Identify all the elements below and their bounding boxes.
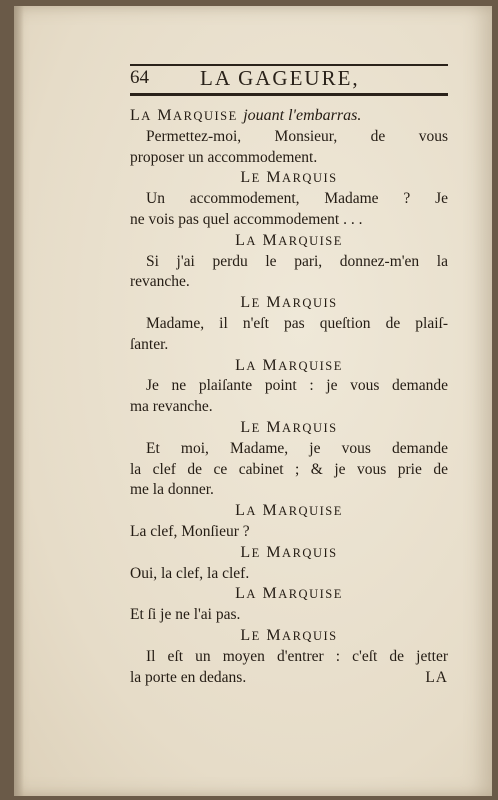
text-line: Je ne plaiſante point : je vous demande	[146, 377, 448, 395]
catchword: LA	[425, 668, 448, 686]
text-line: Et moi, Madame, je vous demande	[146, 439, 448, 457]
play-text	[130, 106, 448, 688]
text-line: me la donner.	[130, 481, 214, 499]
text-line: La clef, Monſieur ?	[130, 522, 250, 540]
book-page	[14, 6, 492, 796]
speaker-marquise: LA MARQUISE	[235, 502, 343, 520]
text-line: proposer un accommodement.	[130, 148, 318, 166]
text-line: Madame, il n'eſt pas queſtion de plaiſ-	[146, 314, 448, 332]
speaker-marquis: LE MARQUIS	[240, 169, 338, 187]
text-line: Si j'ai perdu le pari, donnez-m'en la	[146, 252, 448, 270]
header-rule-bottom	[130, 93, 448, 96]
text-line: la clef de ce cabinet ; & je vous prie de	[130, 460, 448, 478]
text-line: ma revanche.	[130, 398, 213, 416]
text-line: revanche.	[130, 273, 190, 291]
text-line: Oui, la clef, la clef.	[130, 564, 250, 582]
text-line: Un accommodement, Madame ? Je	[146, 190, 448, 208]
text-line: ſanter.	[130, 335, 169, 353]
text-line: ne vois pas quel accommodement . . .	[130, 210, 363, 228]
speaker-marquise: LA MARQUISE	[235, 356, 343, 374]
text-line-with-catchword	[130, 668, 448, 689]
text-line: Il eſt un moyen d'entrer : c'eſt de jetter	[146, 647, 448, 665]
text-line: Permettez-moi, Monsieur, de vous	[146, 127, 448, 145]
text-line: Et ſi je ne l'ai pas.	[130, 606, 241, 624]
speaker-marquis: LE MARQUIS	[240, 418, 338, 436]
speaker-marquis: LE MARQUIS	[240, 543, 338, 561]
stage-direction: jouant l'embarras.	[243, 107, 362, 124]
page-number: 64	[130, 67, 149, 88]
speaker-marquise: LA MARQUISE	[235, 585, 343, 603]
speaker-marquise: LA MARQUISE	[235, 231, 343, 249]
text-line: la porte en dedans.	[130, 668, 247, 686]
speaker-marquise: LA MARQUISE jouant l'embarras.	[130, 107, 362, 124]
speaker-marquis: LE MARQUIS	[240, 626, 338, 644]
page-spine-shadow	[14, 6, 24, 796]
speaker-marquis: LE MARQUIS	[240, 294, 338, 312]
page-header	[130, 64, 448, 98]
running-title: LA GAGEURE,	[200, 66, 360, 90]
